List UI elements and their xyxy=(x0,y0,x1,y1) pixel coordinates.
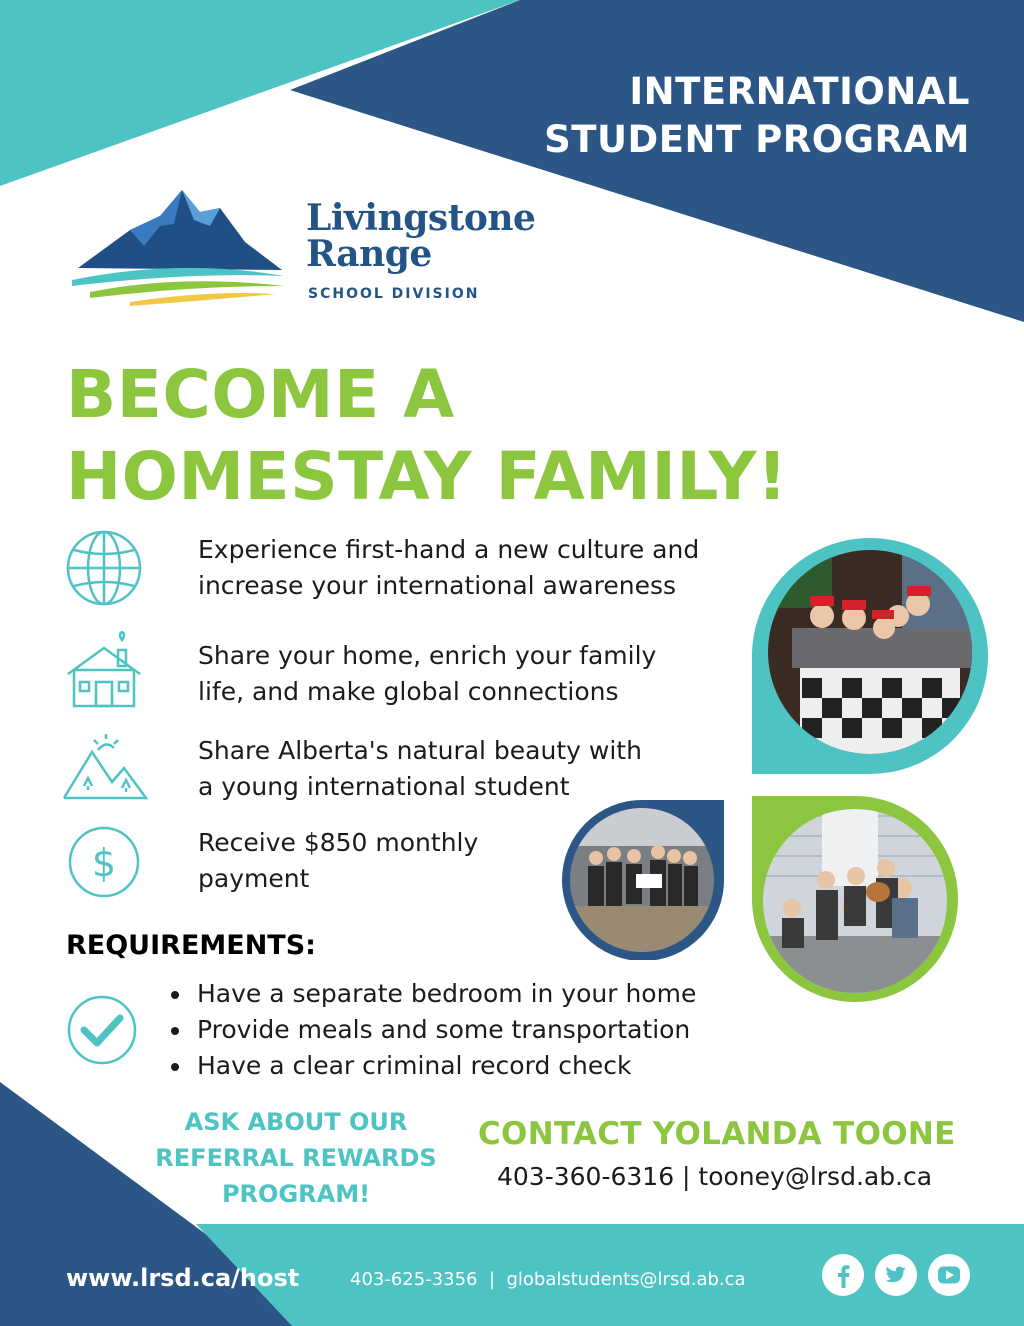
footer-contact-info[interactable]: 403-625-3356 | globalstudents@lrsd.ab.ca xyxy=(350,1269,746,1290)
school-division-logo xyxy=(70,186,536,306)
dollar-icon xyxy=(62,824,150,904)
website-link[interactable]: www.lrsd.ca/host xyxy=(66,1264,300,1292)
benefit-line: payment xyxy=(198,864,310,893)
requirements-heading: REQUIREMENTS: xyxy=(66,930,316,961)
mountain-logo-icon xyxy=(70,186,290,306)
globe-icon xyxy=(62,528,150,608)
referral-line: ASK ABOUT OUR xyxy=(184,1108,408,1136)
benefit-line: Receive $850 monthly xyxy=(198,828,479,857)
logo-name-line1: Livingstone xyxy=(306,197,536,239)
headline-line1: BECOME A xyxy=(66,356,455,433)
youtube-icon[interactable] xyxy=(928,1254,970,1296)
referral-rewards-callout xyxy=(146,1104,446,1212)
twitter-icon[interactable] xyxy=(875,1254,917,1296)
facebook-icon[interactable] xyxy=(822,1254,864,1296)
requirements-list xyxy=(168,976,696,1084)
headline-line2: HOMESTAY FAMILY! xyxy=(66,438,788,515)
benefit-line: a young international student xyxy=(198,772,570,801)
requirement-item: Provide meals and some transportation xyxy=(168,1012,696,1048)
program-title xyxy=(544,68,970,164)
benefit-line: increase your international awareness xyxy=(198,571,677,600)
students-group-photo xyxy=(562,796,724,960)
requirement-item: Have a separate bedroom in your home xyxy=(168,976,696,1012)
benefit-home xyxy=(198,638,718,710)
logo-name-line2: Range xyxy=(306,233,432,275)
contact-name: CONTACT YOLANDA TOONE xyxy=(478,1116,956,1152)
benefit-line: Experience first-hand a new culture and xyxy=(198,535,700,564)
referral-line: REFERRAL REWARDS xyxy=(155,1144,437,1172)
benefit-line: Share Alberta's natural beauty with xyxy=(198,736,642,765)
main-headline xyxy=(66,354,788,518)
benefit-culture xyxy=(198,532,718,604)
logo-wordmark xyxy=(306,197,536,275)
checkmark-icon xyxy=(66,994,138,1066)
benefit-nature xyxy=(198,733,718,805)
requirement-item: Have a clear criminal record check xyxy=(168,1048,696,1084)
family-photo-holiday xyxy=(752,538,992,774)
mountain-icon xyxy=(62,732,150,812)
family-photo-porch xyxy=(752,796,958,1006)
house-icon xyxy=(62,630,150,710)
program-title-line2: STUDENT PROGRAM xyxy=(544,118,970,161)
program-title-line1: INTERNATIONAL xyxy=(629,70,970,113)
logo-subtitle: SCHOOL DIVISION xyxy=(308,286,480,302)
benefit-line: life, and make global connections xyxy=(198,677,619,706)
benefit-line: Share your home, enrich your family xyxy=(198,641,657,670)
contact-details[interactable]: 403-360-6316 | tooney@lrsd.ab.ca xyxy=(497,1162,933,1191)
referral-line: PROGRAM! xyxy=(221,1180,371,1208)
svg-text:$: $ xyxy=(91,841,117,885)
